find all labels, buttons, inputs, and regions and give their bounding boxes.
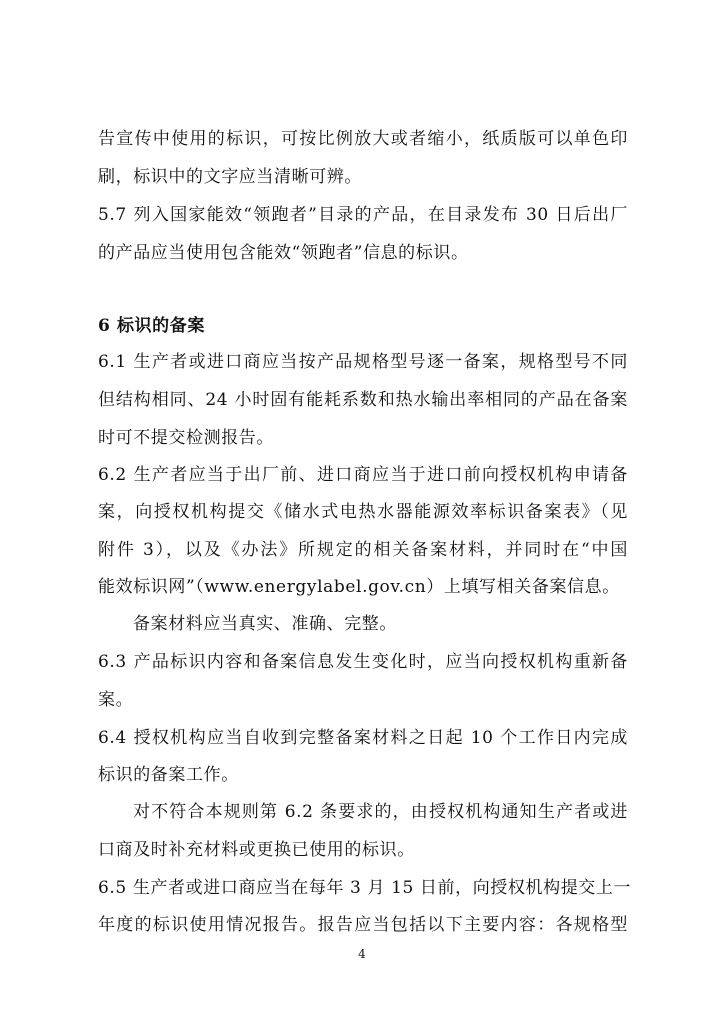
text-line: 但结构相同、24 小时固有能耗系数和热水输出率相同的产品在备案 (98, 390, 628, 410)
section-heading: 6 标识的备案 (98, 316, 205, 336)
text-line: 时可不提交检测报告。 (98, 428, 274, 448)
text-line: 能效标识网”（www.energylabel.gov.cn）上填写相关备案信息。 (98, 577, 620, 597)
text-line: 案。 (98, 690, 134, 710)
text-line: 6.1 生产者或进口商应当按产品规格型号逐一备案，规格型号不同 (98, 352, 628, 372)
page-number: 4 (358, 947, 366, 961)
text-line: 对不符合本规则第 6.2 条要求的，由授权机构通知生产者或进 (133, 802, 628, 822)
text-line: 告宣传中使用的标识，可按比例放大或者缩小，纸质版可以单色印 (98, 129, 628, 149)
text-line: 的产品应当使用包含能效“领跑者”信息的标识。 (98, 243, 469, 263)
text-line: 附件 3），以及《办法》所规定的相关备案材料，并同时在“中国 (98, 540, 628, 560)
text-line: 刷，标识中的文字应当清晰可辨。 (98, 167, 362, 187)
text-line: 6.4 授权机构应当自收到完整备案材料之日起 10 个工作日内完成 (98, 728, 628, 748)
text-line: 5.7 列入国家能效“领跑者”目录的产品，在目录发布 30 日后出厂 (98, 205, 628, 225)
text-line: 6.5 生产者或进口商应当在每年 3 月 15 日前，向授权机构提交上一 (98, 878, 632, 898)
text-line: 口商及时补充材料或更换已使用的标识。 (98, 840, 415, 860)
text-line: 年度的标识使用情况报告。报告应当包括以下主要内容：各规格型 (98, 915, 628, 935)
text-line: 案，向授权机构提交《储水式电热水器能源效率标识备案表》（见 (98, 502, 628, 522)
text-line: 备案材料应当真实、准确、完整。 (133, 614, 397, 634)
text-line: 6.2 生产者应当于出厂前、进口商应当于进口前向授权机构申请备 (98, 465, 628, 485)
text-line: 6.3 产品标识内容和备案信息发生变化时，应当向授权机构重新备 (98, 652, 628, 672)
text-line: 标识的备案工作。 (98, 765, 239, 785)
